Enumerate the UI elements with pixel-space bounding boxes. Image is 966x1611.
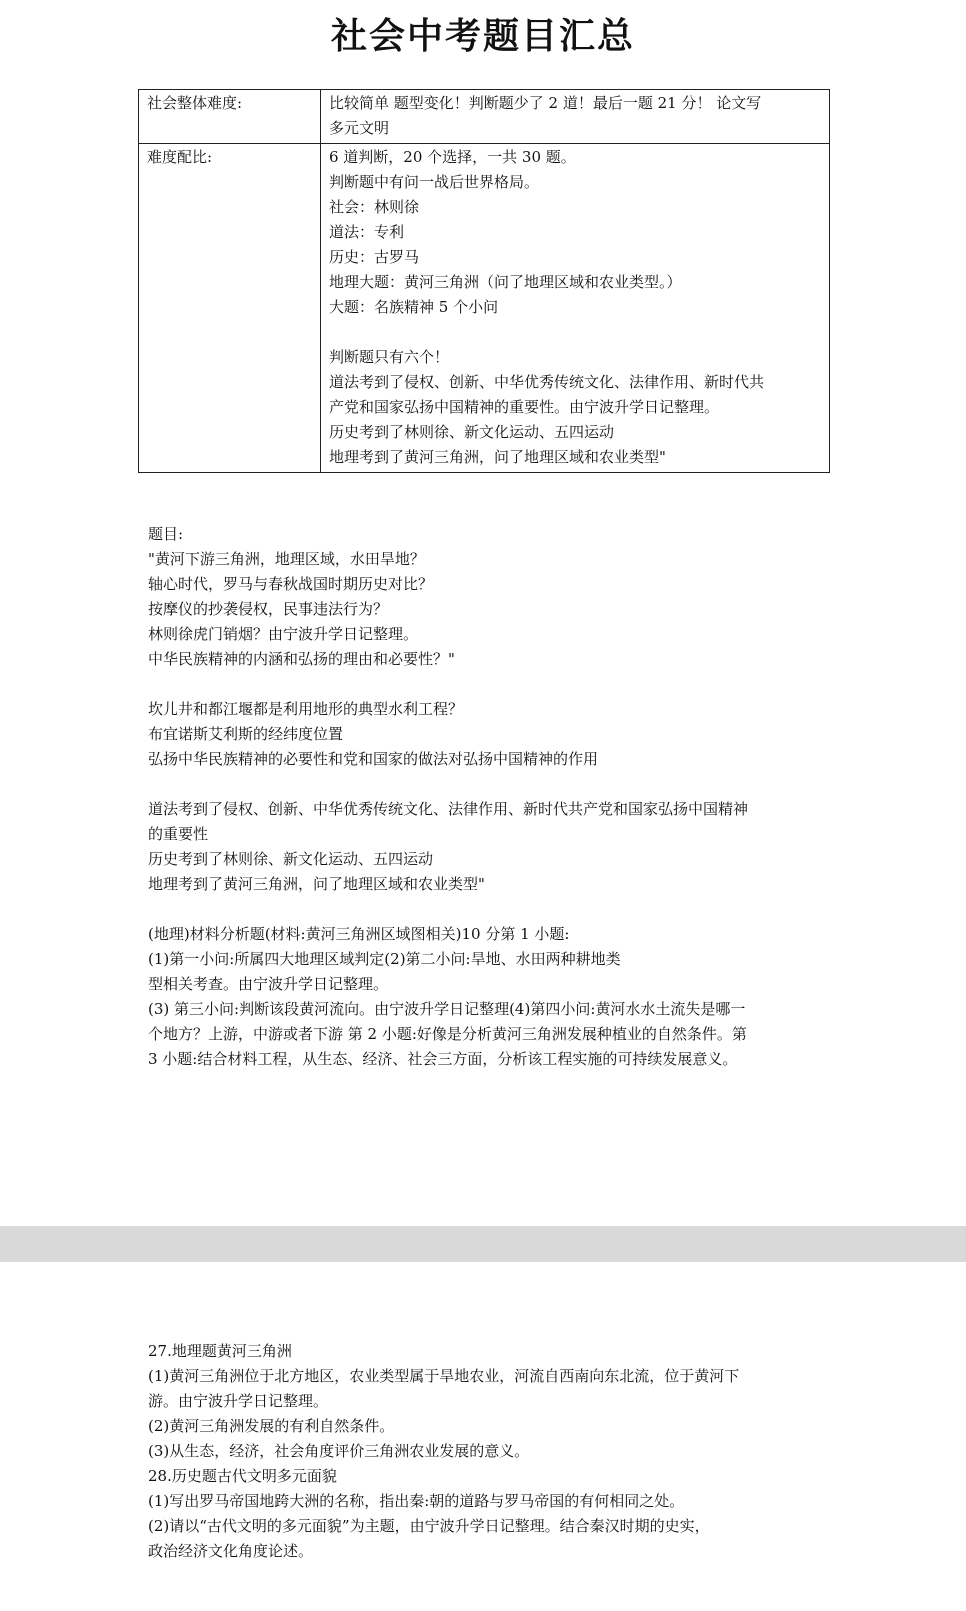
blank-line	[148, 772, 838, 797]
text-line: (2)请以“古代文明的多元面貌”为主题，由宁波升学日记整理。结合秦汉时期的史实，	[148, 1517, 710, 1535]
text-line: 坎儿井和都江堰都是利用地形的典型水利工程？	[148, 700, 464, 718]
cell-line: 多元文明	[329, 119, 390, 137]
cell-line: 比较简单 题型变化！判断题少了 2 道！最后一题 21 分！ 论文写	[329, 94, 762, 112]
row-label-difficulty: 社会整体难度:	[139, 90, 321, 144]
text-line: 3 小题:结合材料工程，从生态、经济、社会三方面，分析该工程实施的可持续发展意义。	[148, 1050, 738, 1068]
text-line: 27.地理题黄河三角洲	[148, 1342, 292, 1360]
text-line: 弘扬中华民族精神的必要性和党和国家的做法对弘扬中国精神的作用	[148, 750, 599, 768]
cell-line: 社会：林则徐	[329, 198, 420, 216]
blank-line	[148, 672, 838, 697]
text-line: 个地方？上游，中游或者下游 第 2 小题:好像是分析黄河三角洲发展种植业的自然条件。第	[148, 1025, 747, 1043]
text-line: 政治经济文化角度论述。	[148, 1542, 314, 1560]
text-line: 游。由宁波升学日记整理。	[148, 1392, 329, 1410]
text-line: 28.历史题古代文明多元面貌	[148, 1467, 337, 1485]
answers-section	[148, 1339, 838, 1564]
text-line: 历史考到了林则徐、新文化运动、五四运动	[148, 850, 434, 868]
document-title: 社会中考题目汇总	[330, 16, 635, 57]
text-line: 按摩仪的抄袭侵权，民事违法行为？	[148, 600, 389, 618]
table-row	[139, 90, 830, 144]
cell-line: 判断题只有六个！	[329, 348, 450, 366]
text-line: "黄河下游三角洲，地理区域，水田旱地？	[148, 550, 425, 568]
text-line: 中华民族精神的内涵和弘扬的理由和必要性？"	[148, 650, 455, 668]
text-line: 道法考到了侵权、创新、中华优秀传统文化、法律作用、新时代共产党和国家弘扬中国精神	[148, 800, 749, 818]
table-row	[139, 144, 830, 473]
text-line: 轴心时代，罗马与春秋战国时期历史对比？	[148, 575, 434, 593]
text-line: 的重要性	[148, 825, 209, 843]
document-page-2	[0, 1262, 966, 1611]
cell-line: 道法：专利	[329, 223, 405, 241]
cell-line: 产党和国家弘扬中国精神的重要性。由宁波升学日记整理。	[329, 398, 720, 416]
text-line: (3) 第三小问:判断该段黄河流向。由宁波升学日记整理(4)第四小问:黄河水水土流失是哪一	[148, 1000, 746, 1018]
row-value-ratio	[321, 144, 830, 473]
cell-line: 大题：名族精神 5 个小问	[329, 298, 499, 316]
text-line: 题目:	[148, 525, 184, 543]
blank-line	[329, 320, 821, 345]
cell-line: 地理考到了黄河三角洲，问了地理区域和农业类型"	[329, 448, 666, 466]
text-line: 地理考到了黄河三角洲，问了地理区域和农业类型"	[148, 875, 485, 893]
cell-line: 历史考到了林则徐、新文化运动、五四运动	[329, 423, 615, 441]
blank-line	[148, 897, 838, 922]
cell-line: 道法考到了侵权、创新、中华优秀传统文化、法律作用、新时代共	[329, 373, 765, 391]
row-label-ratio: 难度配比:	[139, 144, 321, 473]
text-line: (地理)材料分析题(材料:黄河三角洲区域图相关)10 分第 1 小题:	[148, 925, 570, 943]
text-line: 型相关考查。由宁波升学日记整理。	[148, 975, 389, 993]
cell-line: 判断题中有问一战后世界格局。	[329, 173, 540, 191]
text-line: (1)第一小问:所属四大地理区域判定(2)第二小问:旱地、水田两种耕地类	[148, 950, 621, 968]
row-value-difficulty	[321, 90, 830, 144]
summary-table	[138, 89, 830, 473]
text-line: (1)黄河三角洲位于北方地区，农业类型属于旱地农业，河流自西南向东北流，位于黄河下	[148, 1367, 740, 1385]
text-line: (3)从生态，经济，社会角度评价三角洲农业发展的意义。	[148, 1442, 530, 1460]
text-line: 林则徐虎门销烟？由宁波升学日记整理。	[148, 625, 419, 643]
text-line: (2)黄河三角洲发展的有利自然条件。	[148, 1417, 395, 1435]
cell-line: 历史：古罗马	[329, 248, 420, 266]
cell-line: 6 道判断，20 个选择，一共 30 题。	[329, 148, 576, 166]
text-line: 布宜诺斯艾利斯的经纬度位置	[148, 725, 344, 743]
cell-line: 地理大题：黄河三角洲（问了地理区域和农业类型。）	[329, 273, 682, 291]
questions-section	[148, 522, 838, 1072]
text-line: (1)写出罗马帝国地跨大洲的名称，指出秦:朝的道路与罗马帝国的有何相同之处。	[148, 1492, 685, 1510]
